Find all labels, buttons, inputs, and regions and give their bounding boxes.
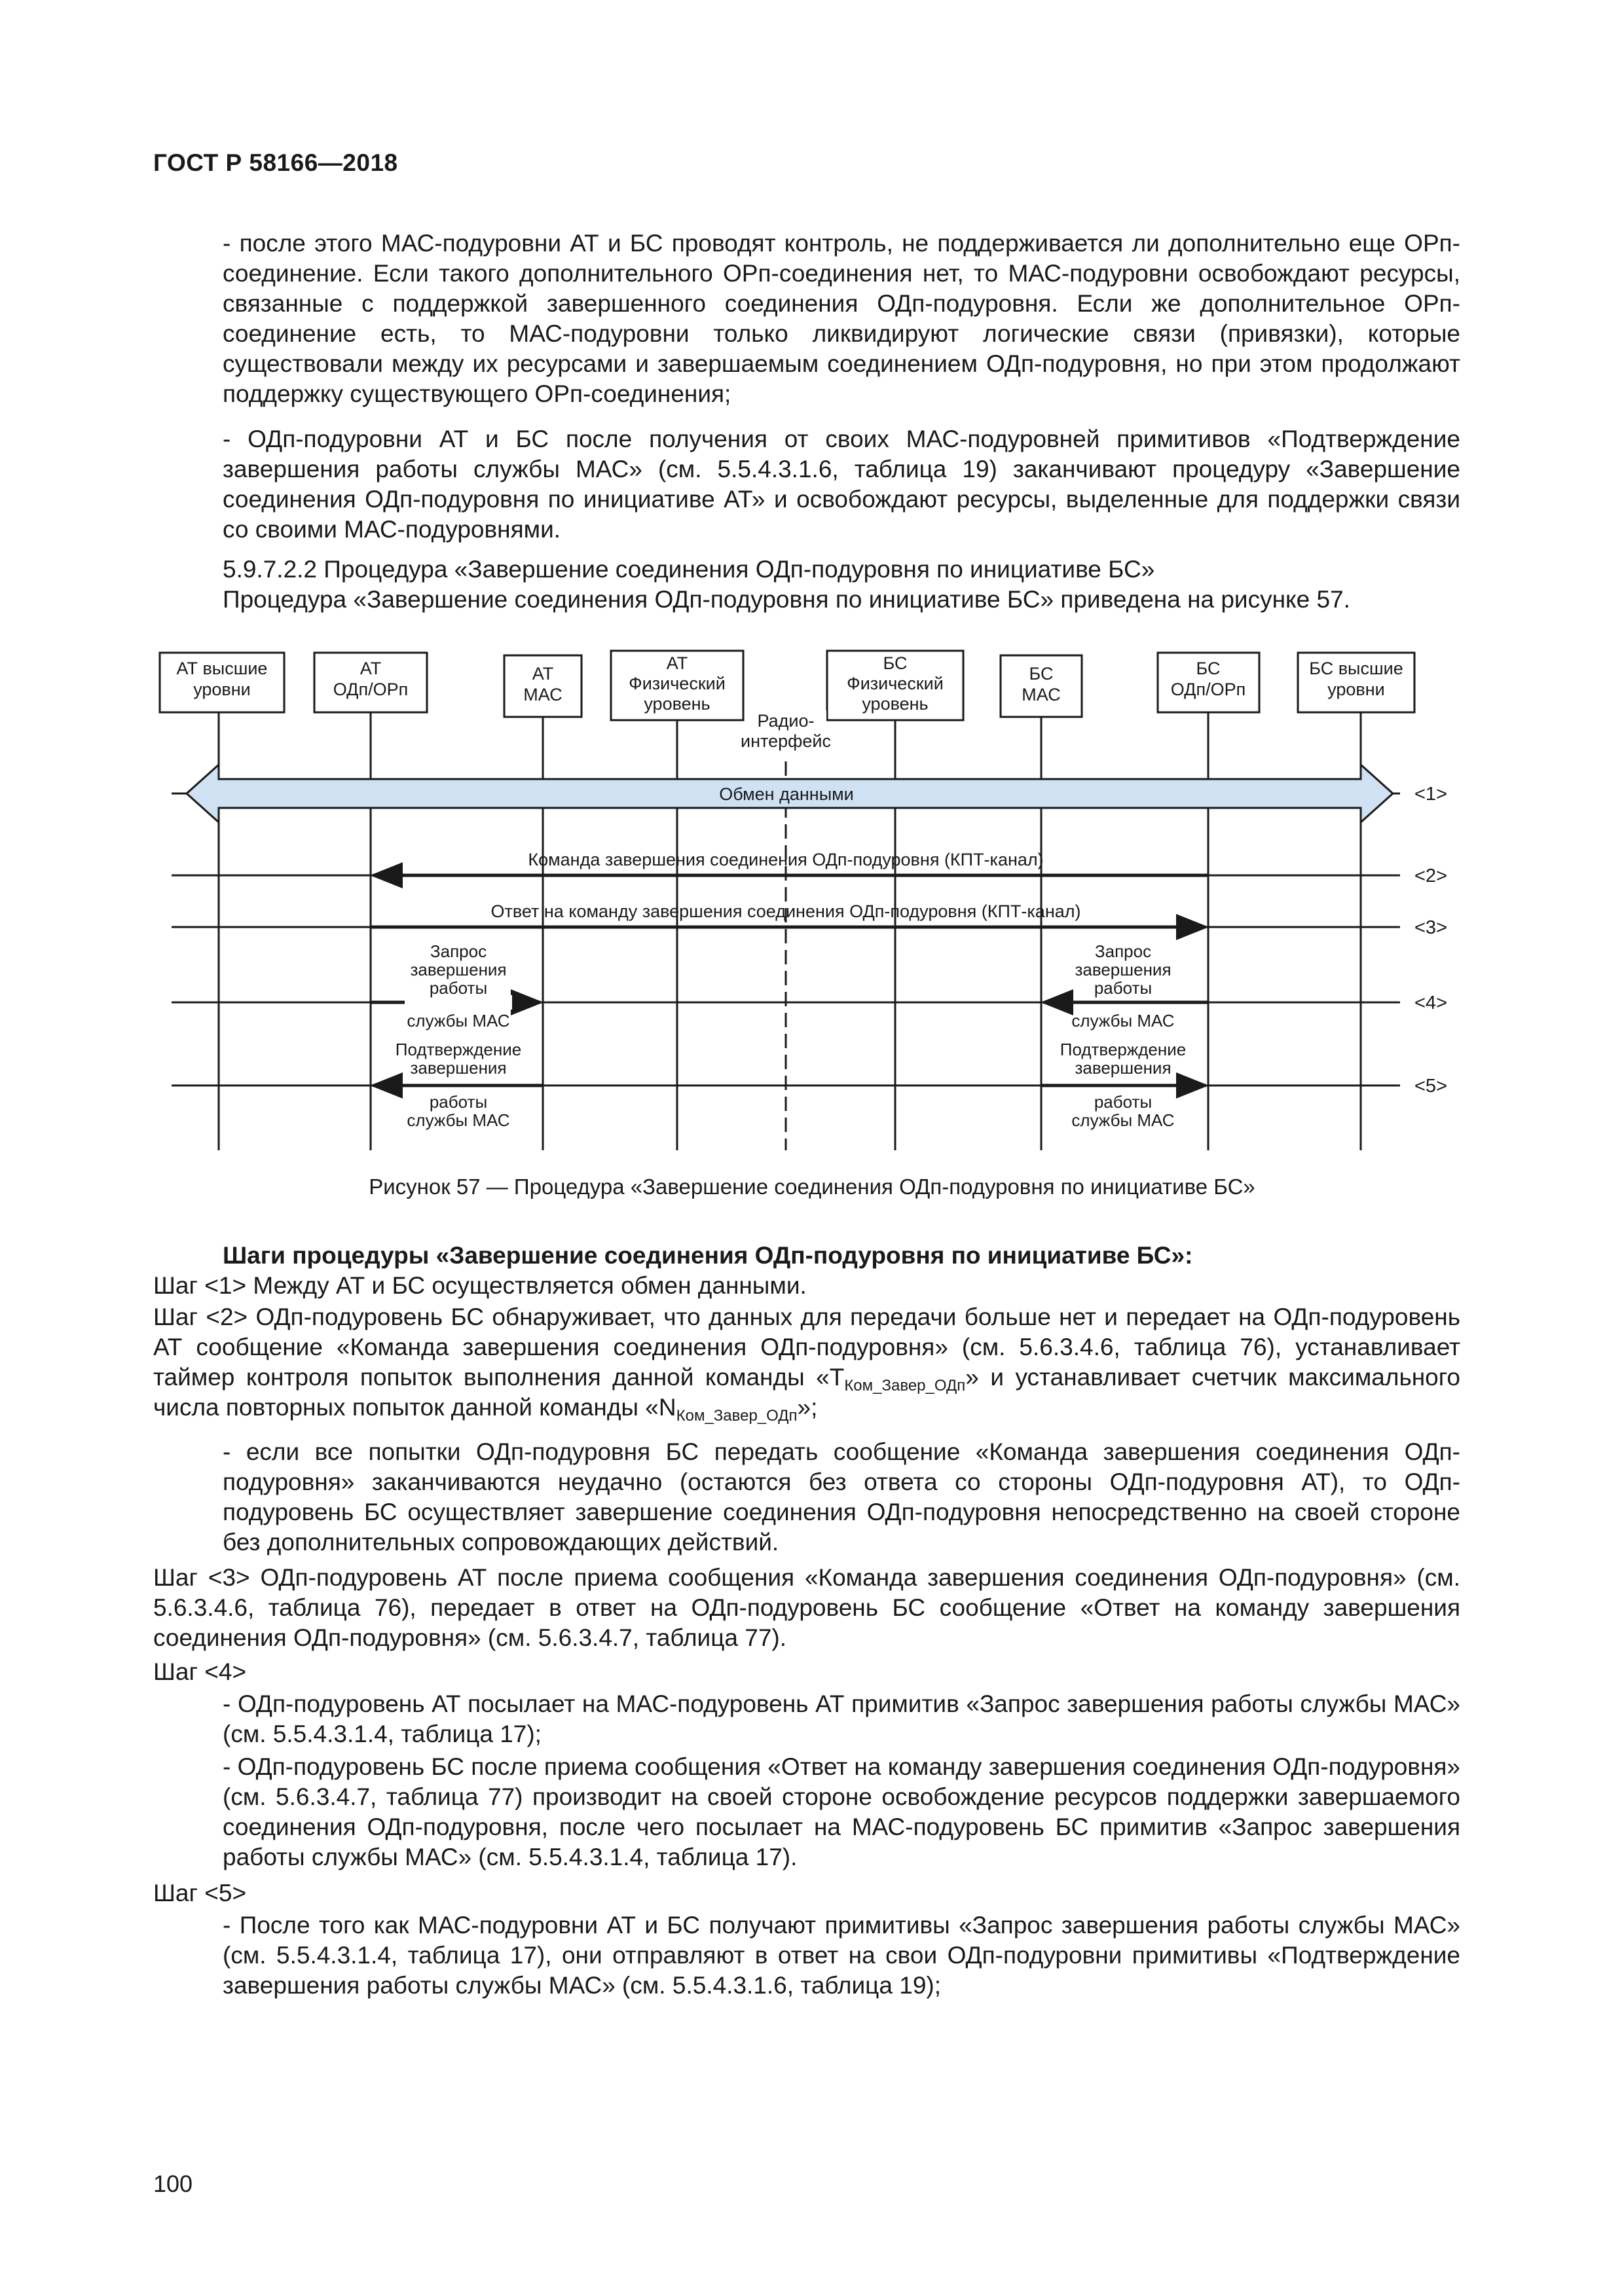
- conf-label-at: завершения: [410, 1058, 507, 1078]
- step-4-item-2: - ОДп-подуровень БС после приема сообщения «Ответ на команду завершения соединения ОДп-подуровня» (см. 5.6.3.4.7, таблица 77) производит на своей стороне освобождение ресурсов поддержки завершаемого соединения ОДп-подуровня, после чего посылает на МАС-подуровень БС примитив «Запрос завершения работы службы МАС» (см. 5.5.4.3.1.4, таблица 17).: [223, 1753, 1460, 1870]
- req-label-bs: завершения: [1075, 960, 1172, 979]
- conf-label-bs: службы МАС: [1071, 1110, 1175, 1130]
- step-marker-2: <2>: [1414, 866, 1447, 886]
- entity-label: АТ: [666, 653, 688, 673]
- req-label-at: службы МАС: [407, 1011, 510, 1030]
- entity-label: Физический: [847, 674, 944, 693]
- step-marker-1: <1>: [1414, 784, 1447, 805]
- figure-caption: Рисунок 57 — Процедура «Завершение соединения ОДп-подуровня по инициативе БС»: [369, 1175, 1255, 1199]
- entity-label: АТ высшие: [176, 659, 268, 678]
- req-label-at: Запрос: [430, 941, 487, 961]
- req-label-bs: службы МАС: [1071, 1011, 1175, 1030]
- entity-label: ОДп/ОРп: [333, 680, 409, 699]
- req-label-at: завершения: [410, 960, 507, 979]
- conf-label-at: работы: [429, 1092, 488, 1112]
- entity-label: ОДп/ОРп: [1170, 680, 1246, 699]
- radio-label: интерфейс: [741, 731, 831, 751]
- step-marker-5: <5>: [1414, 1076, 1447, 1097]
- conf-label-bs: Подтверждение: [1060, 1040, 1187, 1059]
- step-2-note: - если все попытки ОДп-подуровня БС передать сообщение «Команда завершения соединения ОДп-подуровня» заканчиваются неудачно (остаются без ответа со стороны ОДп-подуровня АТ), то ОДп-подуровень БС осуществляет завершение соединения ОДп-подуровня непосредственно на своей стороне без дополнительных сопровождающих действий.: [223, 1438, 1460, 1556]
- step-3: Шаг <3> ОДп-подуровень АТ после приема сообщения «Команда завершения соединения ОДп-подуровня» (см. 5.6.3.4.6, таблица 76), передает в ответ на ОДп-подуровень БС сообщение «Ответ на команду завершения соединения ОДп-подуровня» (см. 5.6.3.4.7, таблица 77).: [153, 1564, 1460, 1651]
- figure-reference: Процедура «Завершение соединения ОДп-подуровня по инициативе БС» приведена на рисунке 57.: [223, 586, 1350, 613]
- step-5-label: Шаг <5>: [153, 1880, 247, 1906]
- entity-label: АТ: [360, 659, 382, 678]
- req-label-at: работы: [429, 978, 488, 998]
- entity-label: Физический: [629, 674, 726, 693]
- conf-label-at: службы МАС: [407, 1110, 510, 1130]
- document-header: ГОСТ Р 58166—2018: [153, 149, 398, 176]
- step-4-item-1: - ОДп-подуровень АТ посылает на МАС-подуровень АТ примитив «Запрос завершения работы службы МАС» (см. 5.5.4.3.1.4, таблица 17);: [223, 1690, 1460, 1747]
- entity-label: уровень: [862, 694, 929, 714]
- conf-label-bs: работы: [1094, 1092, 1153, 1112]
- step-1: Шаг <1> Между АТ и БС осуществляется обмен данными.: [153, 1272, 807, 1299]
- resp-label: Ответ на команду завершения соединения ОДп-подуровня (КПТ-канал): [490, 902, 1081, 921]
- entity-label: БС высшие: [1309, 659, 1403, 678]
- entity-label: БС: [1196, 659, 1221, 678]
- entity-label: БС: [883, 653, 908, 673]
- step-5-item-1: - После того как МАС-подуровни АТ и БС получают примитивы «Запрос завершения работы службы МАС» (см. 5.5.4.3.1.4, таблица 17), они отправляют в ответ на свои ОДп-подуровни примитивы «Подтверждение завершения работы службы МАС» (см. 5.5.4.3.1.6, таблица 19);: [223, 1912, 1460, 1999]
- req-label-bs: Запрос: [1094, 941, 1152, 961]
- entity-label: уровень: [644, 694, 710, 714]
- step-4-label: Шаг <4>: [153, 1658, 247, 1685]
- steps-heading: Шаги процедуры «Завершение соединения ОДп-подуровня по инициативе БС»:: [223, 1242, 1193, 1269]
- conf-label-bs: завершения: [1075, 1058, 1172, 1078]
- intro-paragraph-1: - после этого МАС-подуровни АТ и БС проводят контроль, не поддерживается ли дополнительно еще ОРп-соединение. Если такого дополнительного ОРп-соединения нет, то МАС-подуровни освобождают ресурсы, связанные с поддержкой завершенного соединения ОДп-подуровня. Если же дополнительное ОРп-соединение есть, то МАС-подуровни только ликвидируют логические связи (привязки), которые существовали между их ресурсами и завершаемым соединением ОДп-подуровня, но при этом продолжают поддержку существующего ОРп-соединения;: [223, 230, 1460, 407]
- step-2: Шаг <2> ОДп-подуровень БС обнаруживает, что данных для передачи больше нет и передает на ОДп-подуровень АТ сообщение «Команда завершения соединения ОДп-подуровня» (см. 5.6.3.4.6, таблица 76), устанавливает таймер контроля попыток выполнения данной команды «$T_{Ком\_Завер\_ОДп}$» и устанавливает счетчик максимального числа повторных попыток данной команды «$N_{Ком\_Завер\_ОДп}$»;: [153, 1303, 1461, 1425]
- page-number: 100: [153, 2170, 193, 2197]
- exchange-label: Обмен данными: [719, 784, 854, 804]
- cmd-label: Команда завершения соединения ОДп-подуровня (КПТ-канал): [528, 850, 1044, 869]
- entity-label: АТ: [532, 664, 554, 683]
- entity-label: БС: [1029, 664, 1054, 683]
- step-marker-4: <4>: [1414, 993, 1447, 1013]
- step-marker-3: <3>: [1414, 917, 1447, 938]
- entity-label: уровни: [193, 680, 251, 699]
- entity-label: МАС: [1022, 685, 1061, 704]
- radio-label: Радио-: [757, 711, 815, 731]
- req-label-bs: работы: [1094, 978, 1153, 998]
- entity-label: МАС: [523, 685, 563, 704]
- intro-paragraph-2: - ОДп-подуровни АТ и БС после получения от своих МАС-подуровней примитивов «Подтверждение завершения работы службы МАС» (см. 5.5.4.3.1.6, таблица 19) заканчивают процедуру «Завершение соединения ОДп-подуровня по инициативе АТ» и освобождают ресурсы, выделенные для поддержки связи со своими МАС-подуровнями.: [223, 426, 1460, 543]
- entity-label: уровни: [1327, 680, 1385, 699]
- section-heading: 5.9.7.2.2 Процедура «Завершение соединения ОДп-подуровня по инициативе БС»: [223, 556, 1155, 583]
- conf-label-at: Подтверждение: [395, 1040, 522, 1059]
